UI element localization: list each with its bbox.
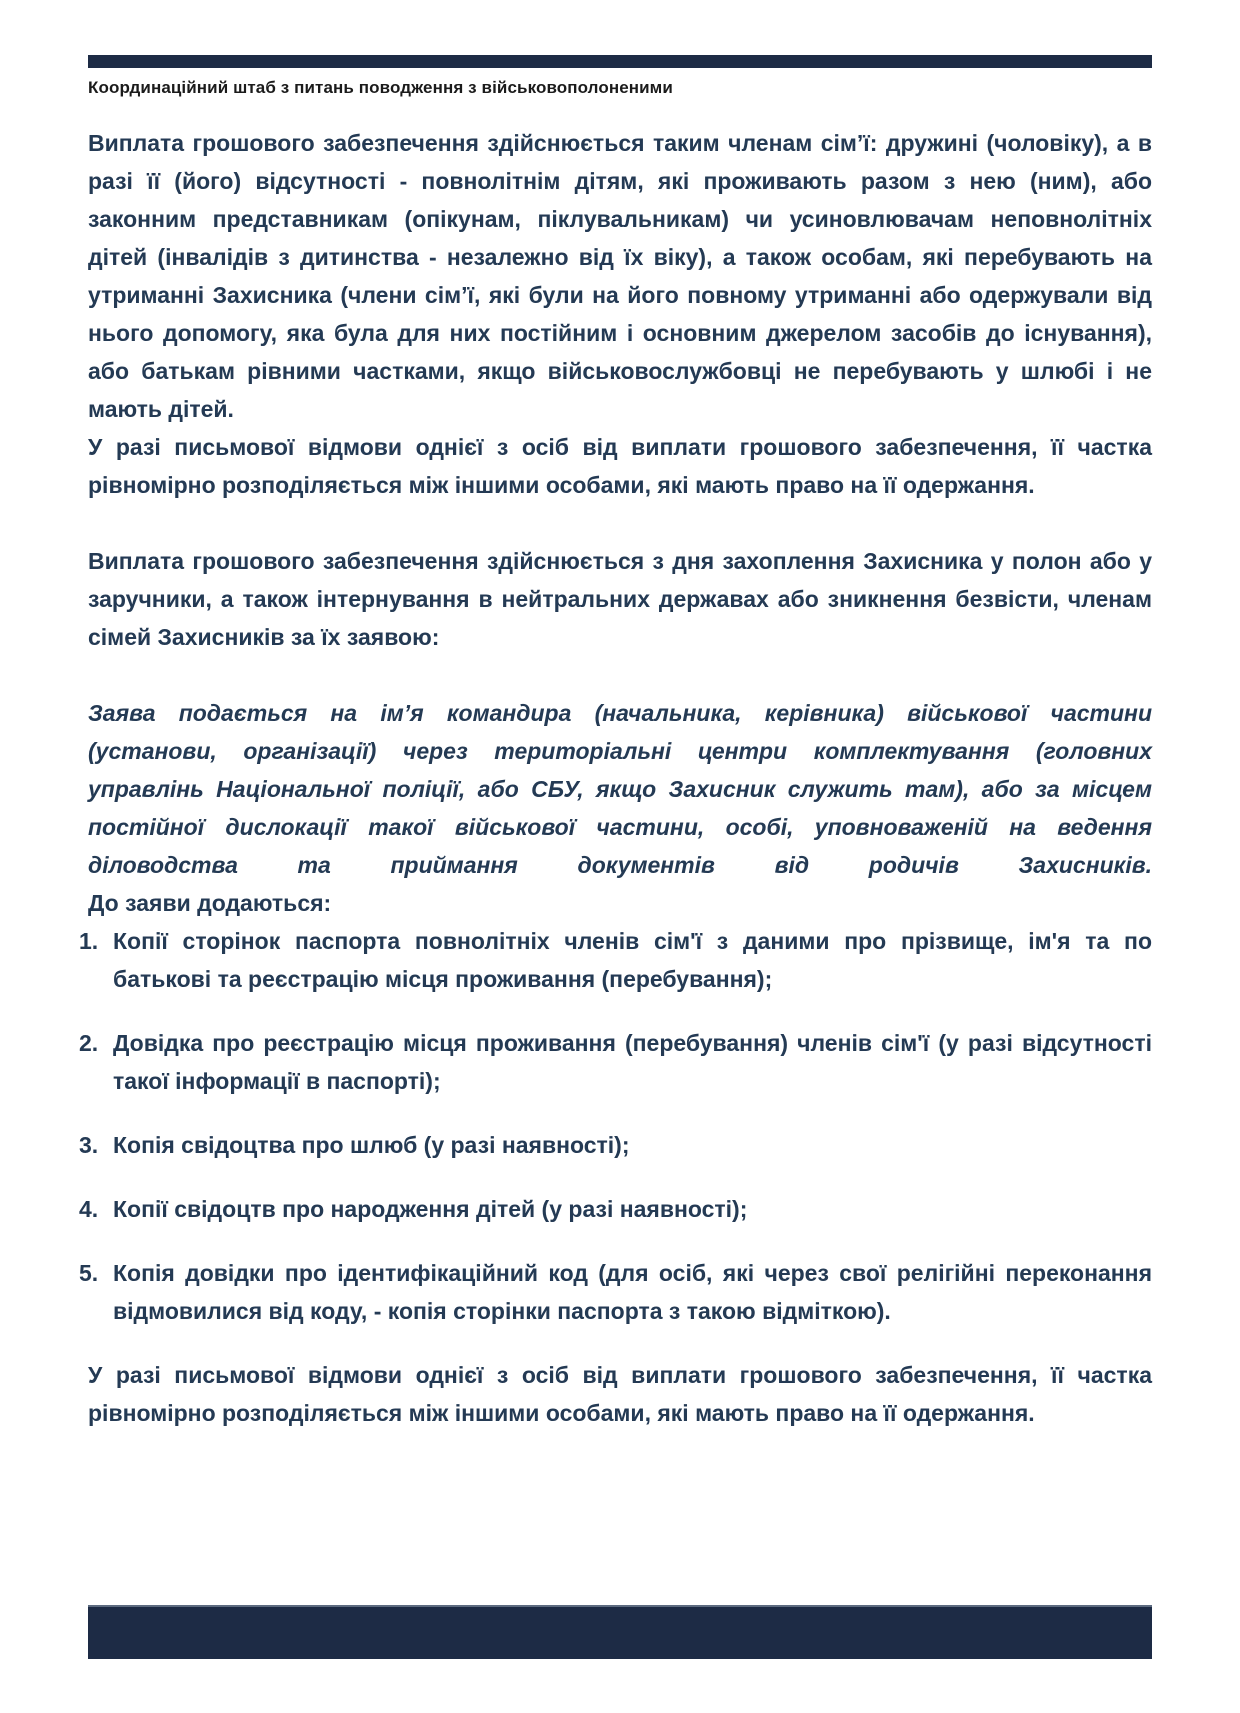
paragraph-payment-recipients: Виплата грошового забезпечення здійснюється таким членам сім’ї: дружині (чоловіку), а в разі її (його) відсутності - повнолітнім дітям, які проживають разом з нею (ним), або законним представникам (опікунам, піклувальникам) чи усиновлювачам неповнолітніх дітей (інвалідів з дитинства - незалежно від їх віку), а також особам, які перебувають на утриманні Захисника (члени сім’ї, які були на його повному утриманні або одержували від нього допомогу, яка була для них постійним і основним джерелом засобів до існування), або батькам рівними частками, якщо військовослужбовці не перебувають у шлюбі і не мають дітей. [88,130,1152,422]
attachments-list-item: Копії сторінок паспорта повнолітніх членів сім'ї з даними про прізвище, ім'я та по батькові та реєстрацію місця проживання (перебування); [113,928,1152,992]
document-body [88,124,1152,1432]
attachments-list-item: Копія довідки про ідентифікаційний код (для осіб, які через свої релігійні переконання відмовилися від коду, - копія сторінки паспорта з такою відміткою). [113,1260,1152,1324]
attachments-list-item: Довідка про реєстрацію місця проживання (перебування) членів сім'ї (у разі відсутності такої інформації в паспорті); [113,1030,1152,1094]
attachments-list-heading: До заяви додаються: [88,890,332,916]
attachments-list-item: Копії свідоцтв про народження дітей (у разі наявності); [113,1196,748,1222]
paragraph-payment-start: Виплата грошового забезпечення здійснюється з дня захоплення Захисника у полон або у заручники, а також інтернування в нейтральних державах або зникнення безвісти, членам сімей Захисників за їх заявою: [88,548,1152,650]
attachments-list-item: Копія свідоцтва про шлюб (у разі наявності); [113,1132,630,1158]
top-divider-bar [88,55,1152,68]
page-header-title: Координаційний штаб з питань поводження з військовополоненими [88,78,673,97]
bottom-footer-bar [88,1605,1152,1659]
paragraph-closing: У разі письмової відмови однієї з осіб від виплати грошового забезпечення, її частка рівномірно розподіляється між іншими особами, які мають право на її одержання. [88,1362,1152,1426]
attachments-list [88,922,1152,1330]
paragraph-application-submission: Заява подається на ім’я командира (начальника, керівника) військової частини (установи, організації) через територіальні центри комплектування (головних управлінь Національної поліції, або СБУ, якщо Захисник служить там), або за місцем постійної дислокації такої військової частини, особі, уповноваженій на ведення діловодства та приймання документів від родичів Захисників. [88,700,1152,878]
paragraph-written-refusal: У разі письмової відмови однієї з осіб від виплати грошового забезпечення, її частка рівномірно розподіляється між іншими особами, які мають право на її одержання. [88,434,1152,498]
